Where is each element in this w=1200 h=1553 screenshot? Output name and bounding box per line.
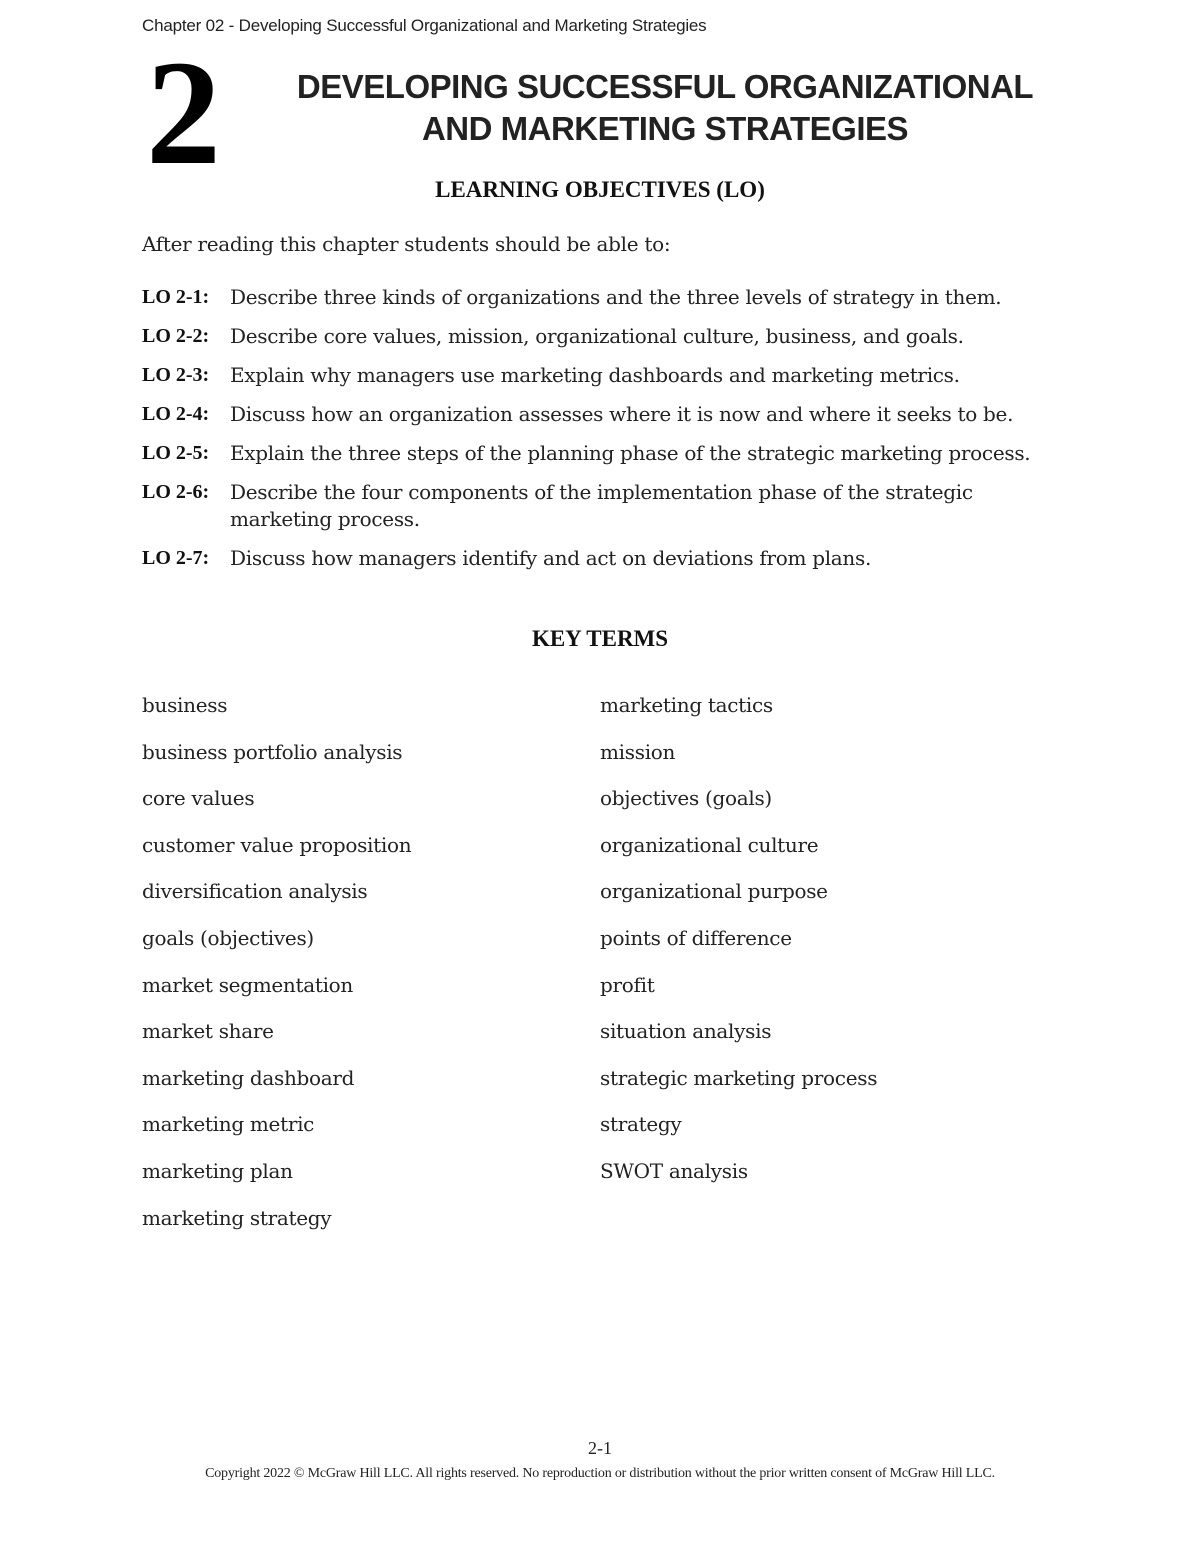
key-term: marketing strategy xyxy=(142,1205,332,1230)
key-term: market segmentation xyxy=(142,972,353,997)
key-terms-heading: KEY TERMS xyxy=(531,626,669,651)
page-number: 2-1 xyxy=(588,1438,612,1458)
learning-objective-code: LO 2-4: xyxy=(142,403,210,425)
learning-objective-item xyxy=(142,401,1062,428)
learning-objective-code: LO 2-7: xyxy=(142,547,210,569)
key-term: objectives (goals) xyxy=(600,786,772,811)
learning-objective-code: LO 2-3: xyxy=(142,364,210,386)
key-term: customer value proposition xyxy=(142,832,412,857)
key-term: market share xyxy=(142,1019,274,1044)
key-term: points of difference xyxy=(600,925,792,950)
key-terms-grid xyxy=(142,690,1062,1249)
learning-objectives-intro: After reading this chapter students should be able to: xyxy=(142,232,671,256)
running-header: Chapter 02 - Developing Successful Organizational and Marketing Strategies xyxy=(142,16,707,35)
learning-objectives-list xyxy=(142,284,1062,584)
learning-objectives-heading: LEARNING OBJECTIVES (LO) xyxy=(435,177,765,202)
chapter-number: 2 xyxy=(146,30,221,196)
key-term: business portfolio analysis xyxy=(142,739,403,764)
copyright-notice: Copyright 2022 © McGraw Hill LLC. All rights reserved. No reproduction or distribution without the prior written consent of McGraw Hill LLC. xyxy=(205,1466,995,1481)
key-terms-right-column xyxy=(600,690,1058,1249)
key-term: marketing dashboard xyxy=(142,1065,355,1090)
learning-objective-item xyxy=(142,545,1062,572)
learning-objective-item xyxy=(142,284,1062,311)
learning-objective-text: Explain why managers use marketing dashboards and marketing metrics. xyxy=(230,363,960,387)
key-term: strategic marketing process xyxy=(600,1065,878,1090)
key-term: SWOT analysis xyxy=(600,1158,748,1183)
key-term: profit xyxy=(600,972,655,997)
learning-objective-item xyxy=(142,479,1062,533)
key-term: strategy xyxy=(600,1112,682,1137)
learning-objective-code: LO 2-1: xyxy=(142,286,210,308)
learning-objective-item xyxy=(142,362,1062,389)
learning-objective-text: Discuss how an organization assesses where it is now and where it seeks to be. xyxy=(230,402,1014,426)
learning-objective-text: Describe the four components of the implementation phase of the strategic marketing process. xyxy=(230,480,973,531)
learning-objective-code: LO 2-2: xyxy=(142,325,210,347)
learning-objective-text: Discuss how managers identify and act on deviations from plans. xyxy=(230,546,872,570)
learning-objective-text: Describe core values, mission, organizational culture, business, and goals. xyxy=(230,324,964,348)
learning-objective-text: Explain the three steps of the planning phase of the strategic marketing process. xyxy=(230,441,1031,465)
chapter-title-line-1: DEVELOPING SUCCESSFUL ORGANIZATIONAL xyxy=(296,68,1034,105)
key-term: diversification analysis xyxy=(142,879,368,904)
learning-objective-code: LO 2-5: xyxy=(142,442,210,464)
key-term: organizational culture xyxy=(600,832,819,857)
key-term: business xyxy=(142,693,228,717)
key-term: organizational purpose xyxy=(600,879,828,904)
key-term: marketing plan xyxy=(142,1158,293,1183)
learning-objective-item xyxy=(142,323,1062,350)
key-term: marketing tactics xyxy=(600,693,773,717)
key-term: mission xyxy=(600,739,676,764)
key-terms-left-column xyxy=(142,690,600,1249)
learning-objective-text: Describe three kinds of organizations and the three levels of strategy in them. xyxy=(230,285,1002,309)
key-term: marketing metric xyxy=(142,1112,315,1137)
key-term: core values xyxy=(142,786,255,811)
learning-objective-item xyxy=(142,440,1062,467)
chapter-title-line-2: AND MARKETING STRATEGIES xyxy=(421,110,909,147)
learning-objective-code: LO 2-6: xyxy=(142,481,210,503)
chapter-title xyxy=(250,66,1080,150)
key-term: situation analysis xyxy=(600,1019,772,1044)
key-term: goals (objectives) xyxy=(142,925,314,950)
